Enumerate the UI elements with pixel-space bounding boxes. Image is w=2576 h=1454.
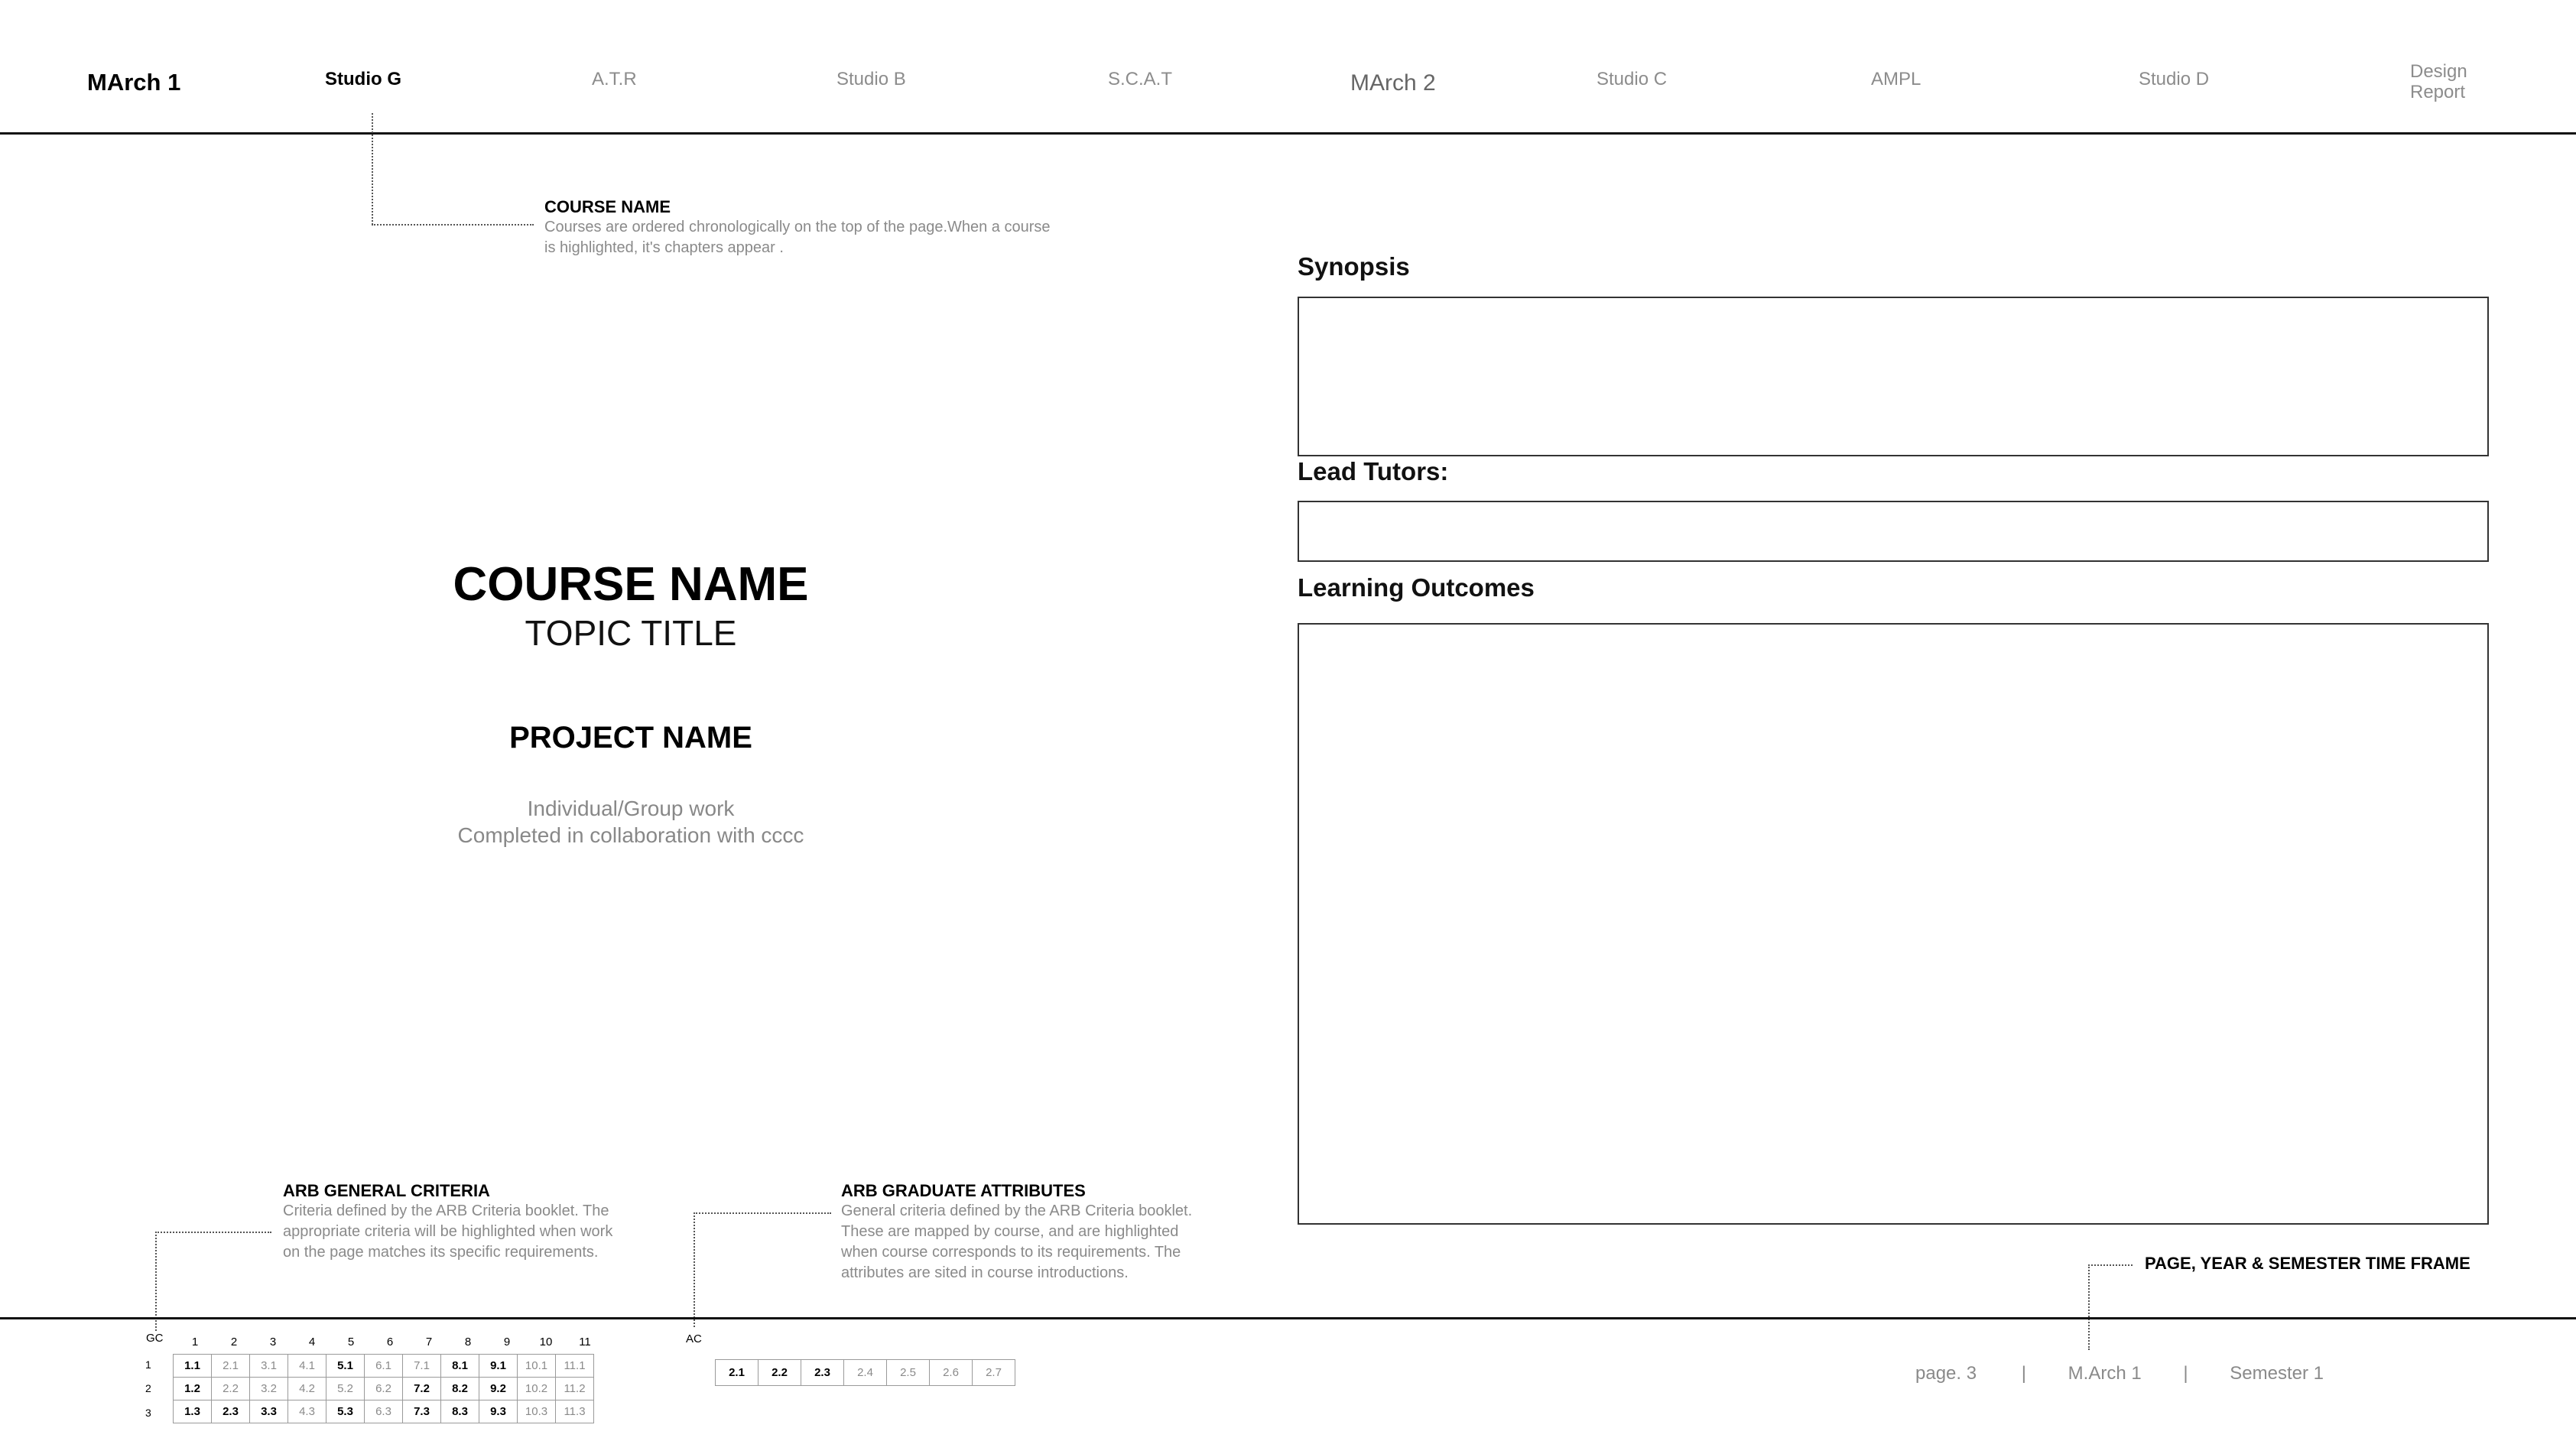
gc-criteria-cell: 11.3 [556, 1400, 594, 1423]
course-name: COURSE NAME [453, 558, 809, 611]
gc-criteria-cell: 9.3 [479, 1400, 518, 1423]
gc-grid-row [174, 1378, 594, 1400]
topic-title: TOPIC TITLE [525, 613, 737, 653]
ac-attribute-cell: 2.7 [973, 1360, 1015, 1386]
lead-tutors-box[interactable] [1298, 501, 2489, 562]
work-type: Individual/Group work [527, 797, 735, 820]
gc-criteria-cell: 9.1 [479, 1355, 518, 1378]
ac-attribute-cell: 2.6 [930, 1360, 973, 1386]
design-report-line2: Report [2410, 82, 2466, 102]
project-info [382, 795, 879, 849]
gc-col-header: 8 [464, 1336, 472, 1349]
design-report-line1: Design [2410, 61, 2467, 82]
annotation-title: ARB GRADUATE ATTRIBUTES [841, 1181, 1086, 1200]
nav-item-ampl[interactable]: AMPL [1871, 69, 1921, 89]
ac-label: AC [686, 1332, 702, 1345]
semester-label: Semester 1 [2230, 1363, 2324, 1384]
gc-criteria-cell: 6.1 [365, 1355, 403, 1378]
gc-criteria-cell: 11.2 [556, 1378, 594, 1400]
gc-criteria-cell: 9.2 [479, 1378, 518, 1400]
gc-row-header: 2 [145, 1382, 151, 1394]
gc-col-header: 4 [308, 1336, 316, 1349]
gc-criteria-cell: 3.1 [250, 1355, 288, 1378]
ac-attribute-cell: 2.2 [759, 1360, 801, 1386]
project-name: PROJECT NAME [509, 721, 752, 755]
ac-leader-h [694, 1212, 831, 1214]
gc-criteria-cell: 5.2 [326, 1378, 365, 1400]
gc-col-header: 1 [191, 1336, 199, 1349]
annotation-text-line4: attributes are sited in course introductions. [841, 1264, 1129, 1281]
gc-criteria-cell: 8.2 [441, 1378, 479, 1400]
gc-criteria-cell: 1.2 [174, 1378, 212, 1400]
gc-grid-row [174, 1400, 594, 1423]
gc-criteria-cell: 2.1 [212, 1355, 250, 1378]
nav-item-scat[interactable]: S.C.A.T [1108, 69, 1173, 89]
gc-col-header: 2 [230, 1336, 238, 1349]
gc-criteria-cell: 10.1 [518, 1355, 556, 1378]
gc-criteria-cell: 2.3 [212, 1400, 250, 1423]
gc-criteria-cell: 8.3 [441, 1400, 479, 1423]
learning-outcomes-box[interactable] [1298, 623, 2489, 1225]
annotation-title: COURSE NAME [544, 197, 671, 216]
nav-item-atr[interactable]: A.T.R [592, 69, 637, 89]
nav-item-studio-c[interactable]: Studio C [1597, 69, 1668, 89]
gc-leader-h [155, 1232, 271, 1233]
gc-col-header: 3 [269, 1336, 277, 1349]
gc-criteria-cell: 8.1 [441, 1355, 479, 1378]
separator: | [2021, 1363, 2026, 1384]
gc-leader-v [155, 1232, 157, 1331]
march2-heading[interactable]: MArch 2 [1350, 70, 1436, 96]
page-frame-leader-v [2088, 1264, 2090, 1350]
annotation-text-line3: when course corresponds to its requirements. The [841, 1244, 1181, 1261]
ac-attributes-grid [715, 1359, 1015, 1386]
gc-row-header: 3 [145, 1407, 151, 1419]
gc-criteria-grid [173, 1354, 594, 1423]
course-title-block [382, 558, 879, 654]
gc-criteria-cell: 7.1 [403, 1355, 441, 1378]
gc-criteria-cell: 5.1 [326, 1355, 365, 1378]
gc-criteria-cell: 5.3 [326, 1400, 365, 1423]
gc-criteria-cell: 4.2 [288, 1378, 326, 1400]
nav-item-design-report[interactable] [2410, 61, 2467, 102]
gc-criteria-cell: 11.1 [556, 1355, 594, 1378]
gc-criteria-cell: 10.3 [518, 1400, 556, 1423]
gc-col-header: 10 [539, 1336, 553, 1349]
ac-leader-v [694, 1212, 695, 1327]
gc-criteria-cell: 3.3 [250, 1400, 288, 1423]
march1-heading[interactable]: MArch 1 [87, 69, 181, 96]
gc-col-header: 9 [503, 1336, 511, 1349]
year-label: M.Arch 1 [2068, 1363, 2142, 1384]
annotation-text-line2: These are mapped by course, and are highlighted [841, 1223, 1179, 1240]
course-name-annotation [544, 197, 1080, 258]
synopsis-heading: Synopsis [1298, 252, 1410, 281]
nav-item-studio-g[interactable]: Studio G [325, 69, 401, 89]
page-frame-annotation: PAGE, YEAR & SEMESTER TIME FRAME [2145, 1254, 2470, 1273]
collaboration-note: Completed in collaboration with cccc [457, 823, 804, 847]
gc-criteria-cell: 3.2 [250, 1378, 288, 1400]
learning-outcomes-heading: Learning Outcomes [1298, 573, 1535, 602]
annotation-text-line3: on the page matches its specific requirements. [283, 1244, 599, 1261]
gc-criteria-cell: 7.3 [403, 1400, 441, 1423]
ac-grid-row [716, 1360, 1015, 1386]
ac-attribute-cell: 2.1 [716, 1360, 759, 1386]
gc-col-header: 11 [579, 1336, 591, 1349]
separator: | [2183, 1363, 2188, 1384]
gc-criteria-cell: 10.2 [518, 1378, 556, 1400]
annotation-title: ARB GENERAL CRITERIA [283, 1181, 490, 1200]
gc-criteria-cell: 4.1 [288, 1355, 326, 1378]
gc-criteria-cell: 1.3 [174, 1400, 212, 1423]
ac-attribute-cell: 2.5 [887, 1360, 930, 1386]
nav-item-studio-d[interactable]: Studio D [2139, 69, 2210, 89]
footer-rule [0, 1317, 2576, 1319]
page-footer [1915, 1363, 2324, 1384]
gc-criteria-cell: 7.2 [403, 1378, 441, 1400]
lead-tutors-heading: Lead Tutors: [1298, 457, 1449, 485]
gc-row-header: 1 [145, 1358, 151, 1371]
annotation-text-line2: is highlighted, it's chapters appear . [544, 239, 784, 256]
gc-col-header: 7 [425, 1336, 433, 1349]
gc-label: GC [146, 1332, 164, 1345]
annotation-text-line2: appropriate criteria will be highlighted when work [283, 1223, 613, 1240]
graduate-attributes-annotation [841, 1181, 1223, 1284]
page-frame-leader-h [2088, 1264, 2133, 1266]
ac-attribute-cell: 2.4 [844, 1360, 887, 1386]
page-number: page. 3 [1915, 1363, 1977, 1384]
gc-col-header: 6 [386, 1336, 394, 1349]
gc-criteria-cell: 6.3 [365, 1400, 403, 1423]
annotation-text-line1: Criteria defined by the ARB Criteria booklet. The [283, 1202, 609, 1219]
annotation-text-line1: Courses are ordered chronologically on the top of the page.When a course [544, 219, 1051, 235]
nav-item-studio-b[interactable]: Studio B [836, 69, 906, 89]
gc-criteria-cell: 6.2 [365, 1378, 403, 1400]
gc-col-header: 5 [347, 1336, 355, 1349]
header-rule [0, 132, 2576, 135]
gc-criteria-cell: 2.2 [212, 1378, 250, 1400]
gc-grid-row [174, 1355, 594, 1378]
synopsis-box[interactable] [1298, 297, 2489, 456]
general-criteria-annotation [283, 1181, 642, 1263]
ac-attribute-cell: 2.3 [801, 1360, 844, 1386]
course-annotation-leader-h [372, 224, 534, 226]
course-annotation-leader-v [372, 113, 373, 225]
gc-criteria-cell: 1.1 [174, 1355, 212, 1378]
annotation-text-line1: General criteria defined by the ARB Criteria booklet. [841, 1202, 1193, 1219]
gc-criteria-cell: 4.3 [288, 1400, 326, 1423]
